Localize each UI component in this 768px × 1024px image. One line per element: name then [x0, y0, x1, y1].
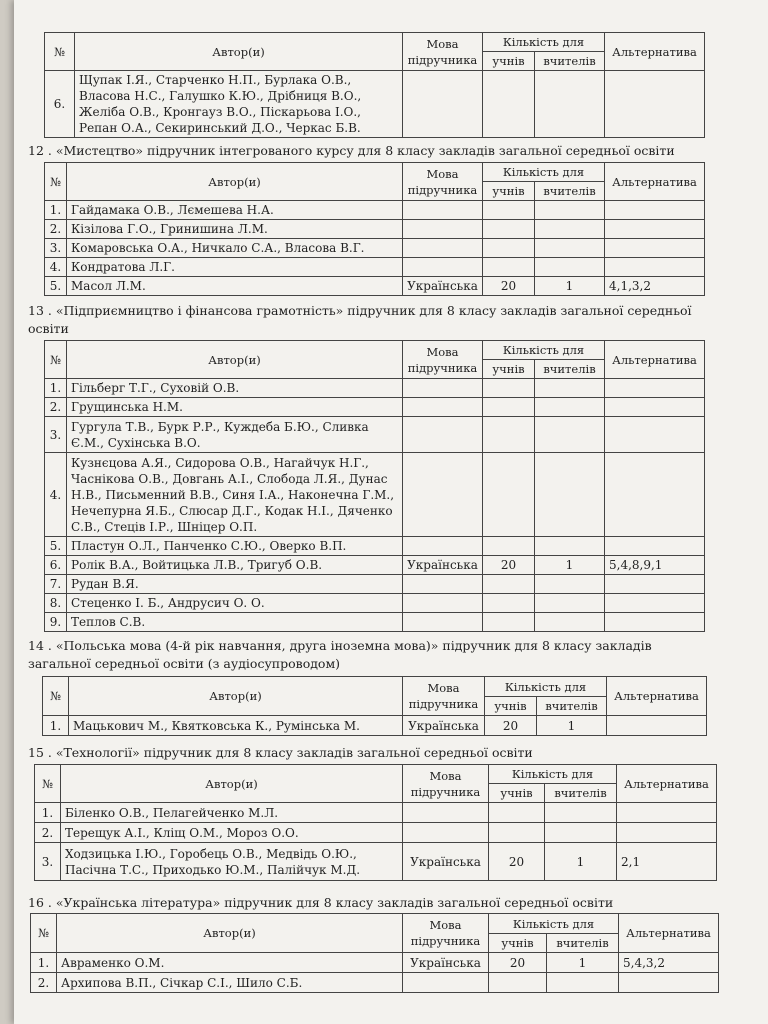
table-row: [45, 239, 705, 258]
row-alternative: [605, 398, 705, 417]
row-students: [489, 973, 547, 993]
row-language: [403, 803, 489, 823]
row-number: 1.: [45, 379, 67, 398]
col-header-language: Мова підручника: [403, 677, 485, 716]
table-row: [35, 823, 717, 843]
textbook-table-polish: [42, 676, 707, 736]
row-alternative: [605, 71, 705, 138]
col-header-num: №: [45, 163, 67, 201]
section-title-14: 14 . «Польська мова (4-й рік навчання, друга іноземна мова)» підручник для 8 класу закладів загальної середньої освіти (з аудіосупроводом): [28, 638, 652, 671]
row-language: Українська: [403, 277, 483, 296]
row-authors: Пластун О.Л., Панченко С.Ю., Оверко В.П.: [67, 537, 403, 556]
row-students: 20: [485, 716, 537, 736]
row-teachers: [535, 594, 605, 613]
row-teachers: 1: [547, 953, 619, 973]
col-header-students: учнів: [483, 182, 535, 201]
col-header-students: учнів: [485, 697, 537, 716]
col-header-authors: Автор(и): [69, 677, 403, 716]
col-header-authors: Автор(и): [61, 765, 403, 803]
row-alternative: [605, 594, 705, 613]
row-number: 1.: [45, 201, 67, 220]
row-authors: Теплов С.В.: [67, 613, 403, 632]
col-header-alternative: Альтернатива: [605, 163, 705, 201]
col-header-language: Мова підручника: [403, 765, 489, 803]
row-language: Українська: [403, 843, 489, 881]
row-students: [483, 258, 535, 277]
row-alternative: [605, 258, 705, 277]
row-number: 7.: [45, 575, 67, 594]
col-header-language: Мова підручника: [403, 163, 483, 201]
textbook-table-literature: [30, 913, 719, 993]
col-header-alternative: Альтернатива: [607, 677, 707, 716]
row-alternative: [605, 201, 705, 220]
col-header-language: Мова підручника: [403, 33, 483, 71]
row-number: 2.: [35, 823, 61, 843]
row-students: [483, 71, 535, 138]
table-row: [45, 594, 705, 613]
row-number: 3.: [45, 239, 67, 258]
section-title-16: 16 . «Українська література» підручник для 8 класу закладів загальної середньої освіти: [28, 895, 614, 910]
row-students: 20: [489, 953, 547, 973]
row-teachers: [535, 239, 605, 258]
row-alternative: [617, 823, 717, 843]
row-authors: Мацькович М., Квятковська К., Румінська М.: [69, 716, 403, 736]
row-language: [403, 379, 483, 398]
row-students: [483, 453, 535, 537]
row-students: 20: [483, 556, 535, 575]
row-authors: Грущинська Н.М.: [67, 398, 403, 417]
col-header-students: учнів: [489, 784, 545, 803]
col-header-count: Кількість для: [483, 33, 605, 52]
col-header-authors: Автор(и): [57, 914, 403, 953]
row-students: [483, 594, 535, 613]
row-teachers: 1: [535, 556, 605, 575]
row-language: Українська: [403, 953, 489, 973]
row-authors: Кізілова Г.О., Гринишина Л.М.: [67, 220, 403, 239]
table-row: [45, 201, 705, 220]
table-row: [45, 71, 705, 138]
col-header-count: Кількість для: [489, 765, 617, 784]
table-row: [45, 220, 705, 239]
row-teachers: [535, 417, 605, 453]
col-header-language: Мова підручника: [403, 914, 489, 953]
row-teachers: [535, 575, 605, 594]
row-teachers: [535, 613, 605, 632]
col-header-teachers: вчителів: [547, 934, 619, 953]
row-authors: Гайдамака О.В., Лємешева Н.А.: [67, 201, 403, 220]
row-language: [403, 613, 483, 632]
row-students: [483, 220, 535, 239]
row-authors: Кузнєцова А.Я., Сидорова О.В., Нагайчук Н.Г., Часнікова О.В., Довгань А.І., Слобода Л.Я., Дунас Н.В., Письменний В.В., Синя І.А., Наконечна Г.М., Нечепурна Я.Б., Слюсар Д.Г., Кодак Н.І., Дяченко С.В., Стеців І.Р., Шніцер О.П.: [67, 453, 403, 537]
section-title-13: 13 . «Підприємництво і фінансова грамотність» підручник для 8 класу закладів загальної середньої освіти: [28, 303, 692, 336]
textbook-table-history: [44, 32, 705, 138]
row-alternative: [607, 716, 707, 736]
row-authors: Щупак І.Я., Старченко Н.П., Бурлака О.В., Власова Н.С., Галушко К.Ю., Дрібниця В.О., Желіба О.В., Кронгауз В.О., Піскарьова І.О., Репан О.А., Секиринський Д.О., Черкас Б.В.: [75, 71, 403, 138]
col-header-language: Мова підручника: [403, 341, 483, 379]
row-number: 5.: [45, 537, 67, 556]
row-language: [403, 201, 483, 220]
col-header-num: №: [45, 33, 75, 71]
row-authors: Рудан В.Я.: [67, 575, 403, 594]
row-alternative: [605, 417, 705, 453]
row-students: 20: [489, 843, 545, 881]
row-teachers: [545, 803, 617, 823]
row-alternative: [605, 379, 705, 398]
row-teachers: [535, 379, 605, 398]
row-alternative: [619, 973, 719, 993]
col-header-alternative: Альтернатива: [619, 914, 719, 953]
table-row: [45, 537, 705, 556]
col-header-authors: Автор(и): [67, 163, 403, 201]
col-header-alternative: Альтернатива: [605, 33, 705, 71]
row-students: [483, 379, 535, 398]
row-authors: Масол Л.М.: [67, 277, 403, 296]
row-authors: Ролік В.А., Войтицька Л.В., Тригуб О.В.: [67, 556, 403, 575]
row-number: 3.: [35, 843, 61, 881]
row-language: [403, 575, 483, 594]
textbook-table-art: [44, 162, 705, 296]
row-alternative: 5,4,3,2: [619, 953, 719, 973]
row-alternative: 5,4,8,9,1: [605, 556, 705, 575]
row-number: 6.: [45, 556, 67, 575]
section-title-15: 15 . «Технології» підручник для 8 класу закладів загальної середньої освіти: [28, 745, 533, 760]
row-students: [483, 575, 535, 594]
row-teachers: [545, 823, 617, 843]
col-header-students: учнів: [483, 360, 535, 379]
row-alternative: 4,1,3,2: [605, 277, 705, 296]
row-alternative: [605, 575, 705, 594]
row-alternative: [605, 453, 705, 537]
table-row: [45, 379, 705, 398]
row-students: [483, 613, 535, 632]
col-header-alternative: Альтернатива: [605, 341, 705, 379]
row-alternative: [605, 613, 705, 632]
col-header-students: учнів: [483, 52, 535, 71]
table-row: [43, 716, 707, 736]
col-header-alternative: Альтернатива: [617, 765, 717, 803]
row-teachers: 1: [545, 843, 617, 881]
table-row: [45, 575, 705, 594]
row-language: [403, 594, 483, 613]
row-authors: Кондратова Л.Г.: [67, 258, 403, 277]
row-students: [483, 239, 535, 258]
row-alternative: [605, 220, 705, 239]
table-row: [45, 258, 705, 277]
col-header-count: Кількість для: [485, 677, 607, 697]
col-header-count: Кількість для: [483, 341, 605, 360]
col-header-teachers: вчителів: [545, 784, 617, 803]
table-row: [35, 803, 717, 823]
row-students: [489, 803, 545, 823]
table-row: [45, 417, 705, 453]
row-students: 20: [483, 277, 535, 296]
col-header-num: №: [35, 765, 61, 803]
col-header-num: №: [31, 914, 57, 953]
row-language: [403, 71, 483, 138]
row-number: 1.: [43, 716, 69, 736]
row-teachers: [535, 71, 605, 138]
section-title-12: 12 . «Мистецтво» підручник інтегрованого курсу для 8 класу закладів загальної середньої освіти: [28, 143, 675, 158]
row-authors: Архипова В.П., Січкар С.І., Шило С.Б.: [57, 973, 403, 993]
row-language: Українська: [403, 716, 485, 736]
textbook-table-technology: [34, 764, 717, 881]
row-alternative: [605, 239, 705, 258]
table-row: [45, 556, 705, 575]
row-number: 1.: [35, 803, 61, 823]
row-authors: Комаровська О.А., Ничкало С.А., Власова В.Г.: [67, 239, 403, 258]
row-language: [403, 220, 483, 239]
row-authors: Гільберг Т.Г., Суховій О.В.: [67, 379, 403, 398]
col-header-authors: Автор(и): [67, 341, 403, 379]
row-students: [483, 537, 535, 556]
col-header-teachers: вчителів: [535, 360, 605, 379]
row-authors: Стеценко І. Б., Андрусич О. О.: [67, 594, 403, 613]
row-teachers: [535, 258, 605, 277]
row-authors: Авраменко О.М.: [57, 953, 403, 973]
table-row: [45, 277, 705, 296]
col-header-count: Кількість для: [489, 914, 619, 934]
table-row: [45, 398, 705, 417]
row-teachers: [535, 453, 605, 537]
row-language: [403, 973, 489, 993]
row-teachers: 1: [537, 716, 607, 736]
row-students: [489, 823, 545, 843]
table-row: [35, 843, 717, 881]
row-language: [403, 537, 483, 556]
row-number: 3.: [45, 417, 67, 453]
row-number: 4.: [45, 453, 67, 537]
col-header-students: учнів: [489, 934, 547, 953]
row-authors: Біленко О.В., Пелагейченко М.Л.: [61, 803, 403, 823]
row-alternative: [605, 537, 705, 556]
row-students: [483, 417, 535, 453]
row-teachers: [547, 973, 619, 993]
row-number: 4.: [45, 258, 67, 277]
row-students: [483, 398, 535, 417]
row-teachers: [535, 220, 605, 239]
row-language: [403, 417, 483, 453]
table-row: [31, 953, 719, 973]
table-row: [31, 973, 719, 993]
col-header-teachers: вчителів: [535, 182, 605, 201]
col-header-authors: Автор(и): [75, 33, 403, 71]
row-number: 2.: [45, 220, 67, 239]
row-number: 5.: [45, 277, 67, 296]
row-number: 6.: [45, 71, 75, 138]
row-number: 9.: [45, 613, 67, 632]
row-language: [403, 823, 489, 843]
row-language: [403, 239, 483, 258]
row-alternative: [617, 803, 717, 823]
row-teachers: [535, 201, 605, 220]
col-header-count: Кількість для: [483, 163, 605, 182]
row-language: [403, 453, 483, 537]
row-teachers: [535, 537, 605, 556]
row-authors: Терещук А.І., Кліщ О.М., Мороз О.О.: [61, 823, 403, 843]
row-number: 2.: [45, 398, 67, 417]
row-authors: Гургула Т.В., Бурк Р.Р., Куждеба Б.Ю., Сливка Є.М., Сухінська В.О.: [67, 417, 403, 453]
textbook-table-entrepreneurship: [44, 340, 705, 632]
table-row: [45, 613, 705, 632]
row-number: 1.: [31, 953, 57, 973]
col-header-teachers: вчителів: [537, 697, 607, 716]
row-teachers: [535, 398, 605, 417]
row-students: [483, 201, 535, 220]
col-header-num: №: [43, 677, 69, 716]
row-number: 2.: [31, 973, 57, 993]
row-language: [403, 398, 483, 417]
col-header-teachers: вчителів: [535, 52, 605, 71]
row-teachers: 1: [535, 277, 605, 296]
row-alternative: 2,1: [617, 843, 717, 881]
row-language: [403, 258, 483, 277]
row-number: 8.: [45, 594, 67, 613]
table-row: [45, 453, 705, 537]
row-language: Українська: [403, 556, 483, 575]
col-header-num: №: [45, 341, 67, 379]
row-authors: Ходзицька І.Ю., Горобець О.В., Медвідь О.Ю., Пасічна Т.С., Приходько Ю.М., Палійчук М.Д.: [61, 843, 403, 881]
